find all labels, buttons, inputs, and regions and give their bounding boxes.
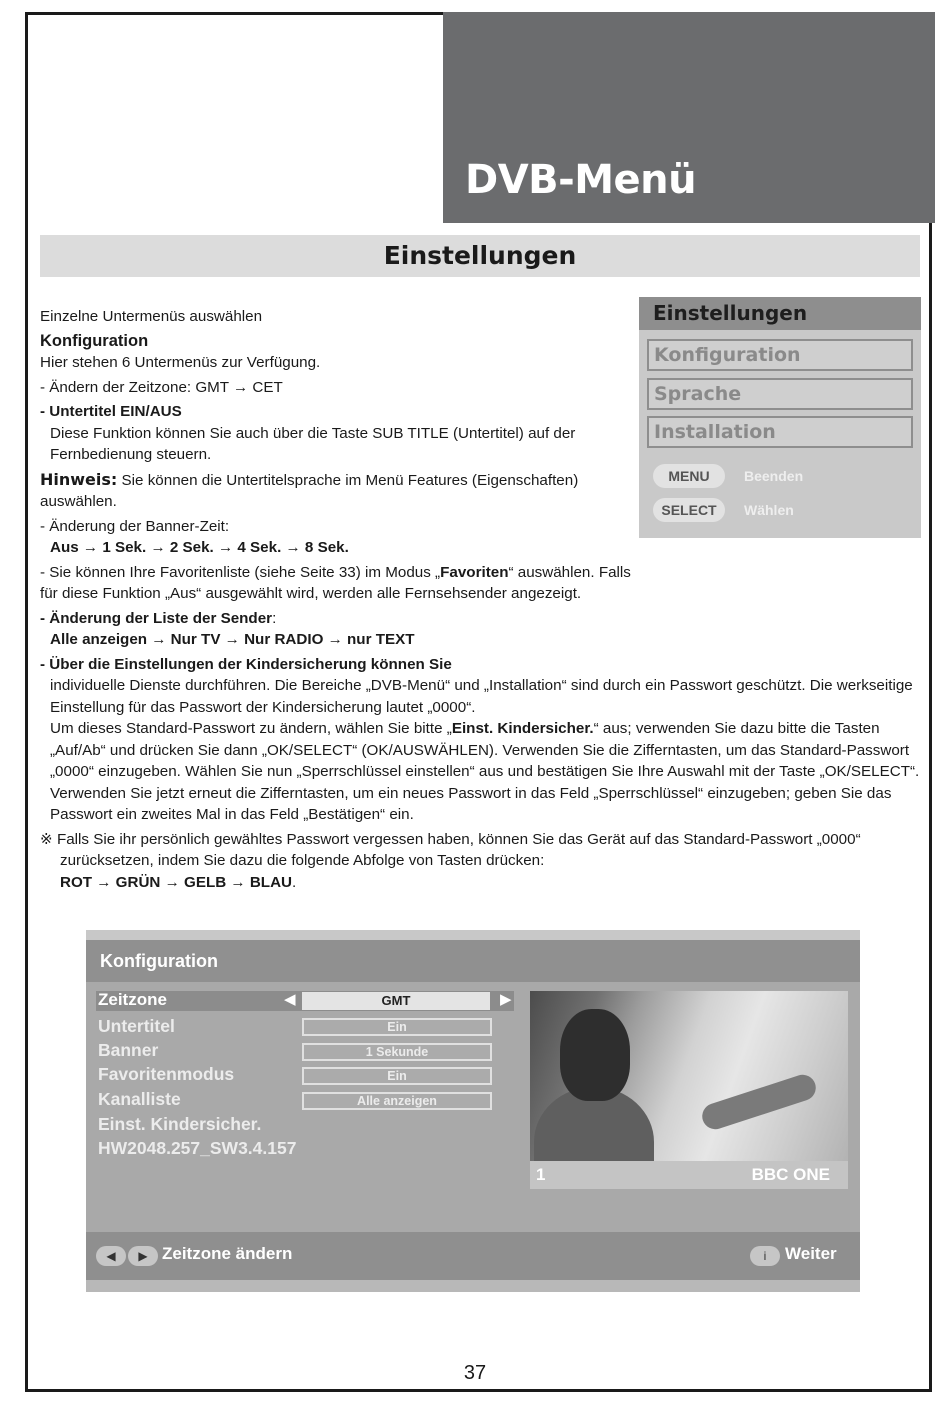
- banner-values: Aus → 1 Sek. → 2 Sek. → 4 Sek. → 8 Sek.: [50, 539, 349, 556]
- select-key: SELECT: [653, 498, 725, 522]
- favorites-text-2: “ auswählen. Falls für diese Funktion „Aus“ ausgewählt wird, werden alle Fernsehsender angezeigt.: [40, 563, 631, 602]
- osd-favoritenmodus-value: Ein: [302, 1067, 492, 1085]
- footer-right-label: Weiter: [785, 1244, 837, 1263]
- osd-untertitel-value: Ein: [302, 1018, 492, 1036]
- reset-note: ※ Falls Sie ihr persönlich gewähltes Passwort vergessen haben, können Sie das Gerät auf das Standard-Passwort „0000“ zurücksetzen, indem Sie dazu die folgende Abfolge von Tasten drücken:: [40, 830, 861, 869]
- intro-line: Einzelne Untermenüs auswählen: [40, 308, 263, 325]
- favorites-paragraph: [40, 562, 632, 605]
- parental-text-c: “ aus; verwenden Sie dazu bitte die Tasten „Auf/Ab“ und drücken Sie dann „OK/SELECT“ (OK/AUSWÄHLEN). Verwenden Sie die Zifferntasten, um das Standard-Passwort „0000“ einzugeben. Wählen Sie nun „Sperrschlüssel einstellen“ aus und bestätigen Sie Ihre Auswahl mit der Taste „OK/SELECT“. Verwenden Sie jetzt erneut die Zifferntasten, um ein neues Passwort in das Feld „Sperrschlüssel“ einzugeben; geben Sie das Passwort ein zweites Mal in das Feld „Bestätigen“ ein.: [50, 720, 920, 823]
- settings-menu-title: Einstellungen: [639, 297, 921, 330]
- preview-figure-arm: [699, 1071, 819, 1132]
- osd-row-kanalliste[interactable]: Kanalliste: [98, 1089, 181, 1109]
- osd-top-strip: [86, 930, 860, 940]
- channel-number: 1: [536, 1165, 546, 1184]
- parental-bold: Einst. Kindersicher.: [451, 720, 594, 737]
- select-key-label: Wählen: [744, 502, 794, 518]
- reset-keys-end: .: [292, 873, 297, 891]
- favorites-bold: Favoriten: [440, 563, 509, 581]
- left-key-icon[interactable]: ◀: [96, 1246, 126, 1266]
- channel-list-colon: :: [272, 609, 277, 627]
- submenu-count: Hier stehen 6 Untermenüs zur Verfügung.: [40, 354, 321, 371]
- right-key-icon[interactable]: ▶: [128, 1246, 158, 1266]
- subtitle-description: Diese Funktion können Sie auch über die Taste SUB TITLE (Untertitel) auf der Fernbedienung steuern.: [50, 424, 576, 463]
- osd-timezone-value: GMT: [302, 992, 490, 1010]
- menu-key: MENU: [653, 464, 725, 488]
- parental-text-a: Um dieses Standard-Passwort zu ändern, wählen Sie bitte „: [50, 720, 452, 737]
- subtitle-heading: - Untertitel EIN/AUS: [40, 403, 182, 420]
- osd-banner-value: 1 Sekunde: [302, 1043, 492, 1061]
- hinweis-paragraph: [40, 469, 622, 513]
- reset-keys-line: [40, 872, 922, 894]
- channel-list-title: - Änderung der Liste der Sender: [40, 609, 273, 627]
- channel-list-values: Alle anzeigen → Nur TV → Nur RADIO → nur TEXT: [50, 631, 415, 648]
- hinweis-label: Hinweis:: [40, 469, 118, 489]
- menu-item-installation[interactable]: Installation: [647, 416, 913, 448]
- reset-keys: ROT → GRÜN → GELB → BLAU: [60, 873, 293, 891]
- menu-key-label: Beenden: [744, 468, 804, 484]
- konfiguration-heading: Konfiguration: [40, 331, 149, 350]
- parental-paragraph-1: individuelle Dienste durchführen. Die Bereiche „DVB-Menü“ und „Installation“ sind durch ein Passwort geschützt. Die werkseitige Einstellung für das Passwort der Kindersicherung lautet „0000“.: [50, 677, 913, 716]
- arrow-left-icon[interactable]: ◀: [284, 991, 296, 1008]
- chapter-title: DVB-Menü: [465, 157, 697, 203]
- osd-bottom-strip: [86, 1280, 860, 1292]
- manual-body-text: [40, 306, 922, 893]
- menu-item-sprache[interactable]: Sprache: [647, 378, 913, 410]
- info-key-icon[interactable]: i: [750, 1246, 780, 1266]
- osd-kanalliste-value: Alle anzeigen: [302, 1092, 492, 1110]
- osd-timezone-label: Zeitzone: [98, 990, 167, 1009]
- arrow-right-icon[interactable]: ▶: [500, 991, 512, 1008]
- osd-row-untertitel[interactable]: Untertitel: [98, 1016, 175, 1036]
- page-number: 37: [463, 1362, 487, 1384]
- parental-heading: - Über die Einstellungen der Kindersicherung können Sie: [40, 655, 452, 673]
- osd-row-favoritenmodus[interactable]: Favoritenmodus: [98, 1064, 235, 1084]
- osd-screenshot: [86, 930, 860, 1292]
- favorites-text-1: - Sie können Ihre Favoritenliste (siehe Seite 33) im Modus „: [40, 563, 441, 581]
- channel-list-heading: [40, 608, 922, 630]
- section-title: Einstellungen: [40, 235, 920, 277]
- channel-name: BBC ONE: [751, 1165, 830, 1184]
- channel-info-bar: [530, 1161, 848, 1189]
- osd-row-banner[interactable]: Banner: [98, 1040, 159, 1060]
- parental-paragraph-2: [40, 718, 922, 826]
- menu-item-konfiguration[interactable]: Konfiguration: [647, 339, 913, 371]
- osd-title: Konfiguration: [86, 940, 860, 982]
- osd-firmware-version: HW2048.257_SW3.4.157: [98, 1138, 297, 1158]
- osd-row-kindersicherung[interactable]: Einst. Kindersicher.: [98, 1114, 262, 1134]
- hinweis-text: Sie können die Untertitelsprache im Menü Features (Eigenschaften) auswählen.: [40, 471, 579, 510]
- tv-preview-image: [530, 991, 848, 1161]
- chapter-header: [443, 12, 935, 223]
- preview-figure-head: [560, 1009, 630, 1101]
- banner-line: - Änderung der Banner-Zeit:: [40, 517, 230, 535]
- osd-footer: [86, 1232, 860, 1280]
- osd-selected-row[interactable]: [96, 991, 514, 1011]
- footer-left-label: Zeitzone ändern: [162, 1244, 293, 1263]
- timezone-line: - Ändern der Zeitzone: GMT → CET: [40, 378, 283, 396]
